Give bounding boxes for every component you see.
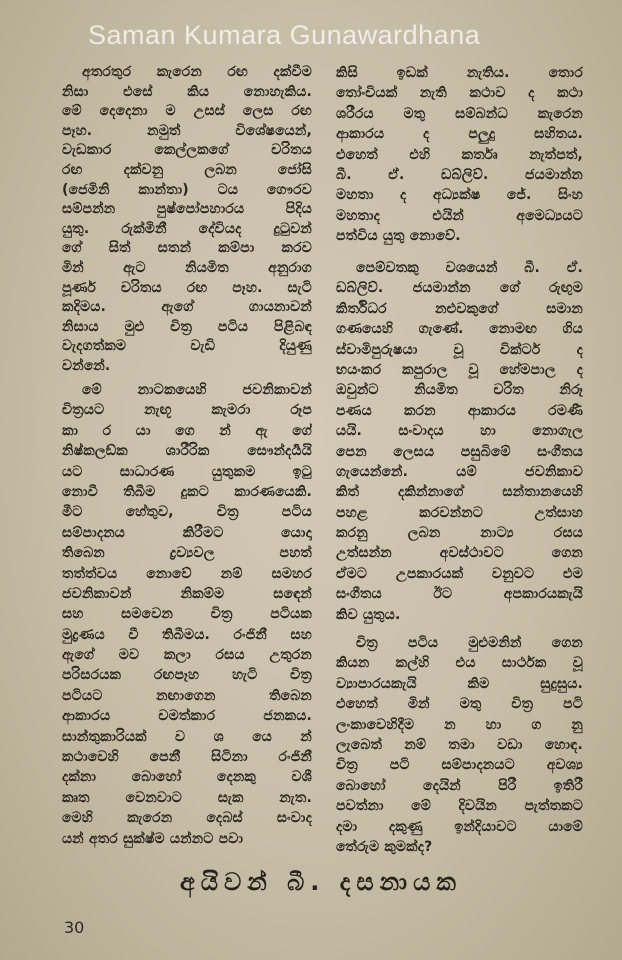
text-line: මීට හේතුව, චිත්‍ර පටිය: [62, 504, 312, 521]
text-line: මහතා ද අධ්‍යක්ෂ ජේ. සිංහ: [336, 187, 583, 204]
text-line: පෑහ. නමුත් විශේෂයෙන්,: [62, 122, 312, 139]
text-line: ගැයෙන්නේ. යම් ජවනිකාව: [336, 463, 583, 480]
text-line: කිසි ඉඩක් නැතිය. තොර: [336, 65, 583, 81]
text-line: මුද්‍රණය වී තිබීමය. රංජිනී සහ: [62, 626, 312, 643]
text-line: පූර්ණ චරිතය රඟ පෑහ. සැටි: [62, 279, 312, 296]
text-line: සම්පාදනය කිරීමට යොදා: [62, 524, 312, 541]
text-line: චිත්‍ර පටිය මුළුමනින් ගෙන: [356, 635, 583, 651]
text-line: මේ නාටකයෙහි ජවනිකාවන්: [82, 382, 312, 398]
text-line: භයංකර කපුරාල වූ හේමපාල ද: [336, 361, 583, 378]
text-line: පෙම්වතකු වශයෙන් බී. ඒ.: [356, 260, 583, 276]
text-line: පරිසරයක රඟපෑහ හැටි චිත්‍ර: [62, 667, 312, 684]
text-line: කා ර යා ගෙ න් ඇ ගේ: [62, 422, 312, 439]
text-line: තිබෙන ද්‍රව්‍යවල පහත්: [62, 545, 312, 562]
text-line: (ජෙමිනි කාන්තා) ටය ගෞරව: [62, 181, 312, 198]
text-line: තෝංචියක් නැති කථාව ද කථා: [336, 85, 583, 102]
text-line: ඒමට උපකාරයක් වනුවට එම: [336, 565, 583, 582]
text-line: කථාවෙහි පෙනී සිටිනා රංජිනී: [62, 749, 312, 766]
text-line: පත්විය යුතු නොවේ.: [336, 228, 461, 245]
text-line: තේරුම කුමක්ද?: [336, 838, 433, 855]
text-line: නිසා එසේ කිය නොහැකිය.: [62, 83, 312, 100]
text-line: මහතාද එයින් අමෙධ්‍යයට: [336, 207, 583, 224]
text-line: එහෙත් මින් මතු චිත්‍ර පටි: [336, 696, 583, 713]
text-line: ඩබ්ලිව්. ජයමාන්න ගේ රුඟුම: [336, 280, 583, 297]
page-number: 30: [64, 918, 85, 937]
text-line: ඔවුන්ට නියමිත චරිත නිරූ: [336, 382, 583, 399]
right-column-paragraph-1: [336, 63, 583, 247]
text-line: මේ දෙදෙනා ම උසස් ලෙස රඟ: [62, 103, 312, 120]
text-line: ජවනිකාවන් නිකම්ම සඳෙන්: [62, 585, 312, 602]
text-line: ගේ සිත් සතන් කම්පා කරව: [62, 240, 312, 257]
text-line: සංගීතය ඊට අපකාරයකැයි: [336, 586, 583, 603]
text-line: බොහෝ දෙයින් පිරී ඉතිරී: [336, 777, 583, 794]
text-line: කෘත වෙනවාට සැක නැත.: [62, 789, 312, 806]
text-line: නොවී තිබීම දුකට කාරණයෙකි.: [62, 483, 312, 500]
text-line: සම්පන්න පුෂ්පෝපහාරය පිදිය: [62, 201, 312, 218]
right-column-paragraph-2: [336, 258, 583, 625]
text-line: පවත්නා මේ දිවයින පැත්තකට: [336, 798, 583, 815]
text-line: පටියට නඟාගෙන තිබෙන: [62, 687, 312, 704]
text-line: කිත් දකින්නාගේ සන්තානයෙහි: [336, 484, 583, 501]
text-line: බී. ඒ. ඩබ්ලිව්. ජයමාන්න: [336, 166, 583, 183]
text-line: සාන්තුකාරියක් ව ශ යෙ න්: [62, 728, 312, 745]
text-line: උත්සන්න අවස්ථාවට ගෙන: [336, 545, 583, 562]
text-line: නිසාය මුළු චිත්‍ර පටිය පිළිබඳ: [62, 318, 312, 335]
text-line: වැඩකාර කෙල්ලකගේ චරිතය: [62, 142, 312, 159]
text-line: යට සාධාරණ යුතුකම ඉටු: [62, 463, 312, 480]
text-line: ඇගේ මව කලා රසය උතුරන: [62, 647, 312, 664]
left-column-paragraph-2: [62, 380, 312, 849]
text-line: මින් ඇට නියමිත අනුරාග: [62, 259, 312, 276]
text-line: පණය කරන ආකාරය රමණී: [336, 402, 583, 419]
text-line: නිෂ්කලඞ්ක ශාරීරික සෞන්දර්‍යයි: [62, 443, 312, 460]
text-line: කිව යුතුය.: [336, 606, 401, 623]
right-column-paragraph-3: [336, 633, 583, 857]
text-line: වන්නේ.: [62, 357, 111, 374]
text-line: ගණයෙහි ගැණේ. නොමඟ ගිය: [336, 321, 583, 338]
text-line: සහ සමවෙන චිත්‍ර පටියක: [62, 606, 312, 623]
text-line: ලැබෙත් නම් තමා වඩා හොඳ.: [336, 736, 583, 753]
text-line: අතරතුර කැරෙන රඟ දක්වීම: [82, 64, 312, 80]
text-line: වැදගත්කම වැඩි දියුණු: [62, 338, 312, 355]
text-line: මෙහි කැරෙන දෙබස් සංවාද: [62, 810, 312, 827]
text-line: ආකාරය චමත්කාර ජනකය.: [62, 708, 312, 725]
text-line: යුතු. රුක්මිනී දේවියද දුටුවන්: [62, 220, 312, 237]
text-line: කියන කල්හි එය සාර්ථක වූ: [336, 655, 583, 672]
text-line: රඟ දක්වනු ලබන ජෝසි: [62, 161, 312, 178]
text-line: දක්නා බොහෝ දෙනකු වශී: [62, 769, 312, 786]
text-line: යන් අතර සුක්ෂ්ම යන්නට පවා: [62, 830, 244, 847]
text-line: චිත්‍රයට නැඟූ කැමරා රූප: [62, 402, 312, 419]
text-line: යයි. සංවාදය හා නොගැල: [336, 423, 583, 440]
text-line: චිත්‍ර පටි සම්පාදනයට අවශ්‍ය: [336, 757, 583, 774]
text-line: කරනු ලබන නාට්‍ය රසය: [336, 525, 583, 542]
text-line: ආකාරය ද පලුදු සහිතය.: [336, 126, 583, 143]
text-line: ව්‍යාපාරයකැයි කිම සුදුසුය.: [336, 675, 583, 692]
watermark: Saman Kumara Gunawardhana: [88, 20, 481, 50]
text-line: කදිමය. ඇගේ ගායනාවන්: [62, 299, 312, 316]
left-column-paragraph-1: [62, 63, 312, 377]
text-line: දමා දකුණු ඉන්දියාවට යාමේ: [336, 818, 583, 835]
text-line: ස්වාමිපුරුෂයා වූ වික්ටර් ද: [336, 341, 583, 358]
author-byline: අයිවන් බී. දසනායක: [180, 868, 462, 896]
text-line: ශරීරය මතු සම්බන්ධ කැරෙන: [336, 105, 583, 122]
text-line: ලංකාවෙහිදීම න හා ග නු: [336, 716, 583, 733]
text-line: පෙන ලෙසය පසුබිමේ සංගීතය: [336, 443, 583, 460]
text-line: එහෙත් එහි කර්තෘ නැත්පත්,: [336, 146, 583, 163]
text-line: තත්ත්වය නොවේ නම් සමහර: [62, 565, 312, 582]
text-line: පහළ කරවන්නට උත්සාහ: [336, 504, 583, 521]
text-line: කිර්තිධර නළුවකුගේ සමාන: [336, 300, 583, 317]
